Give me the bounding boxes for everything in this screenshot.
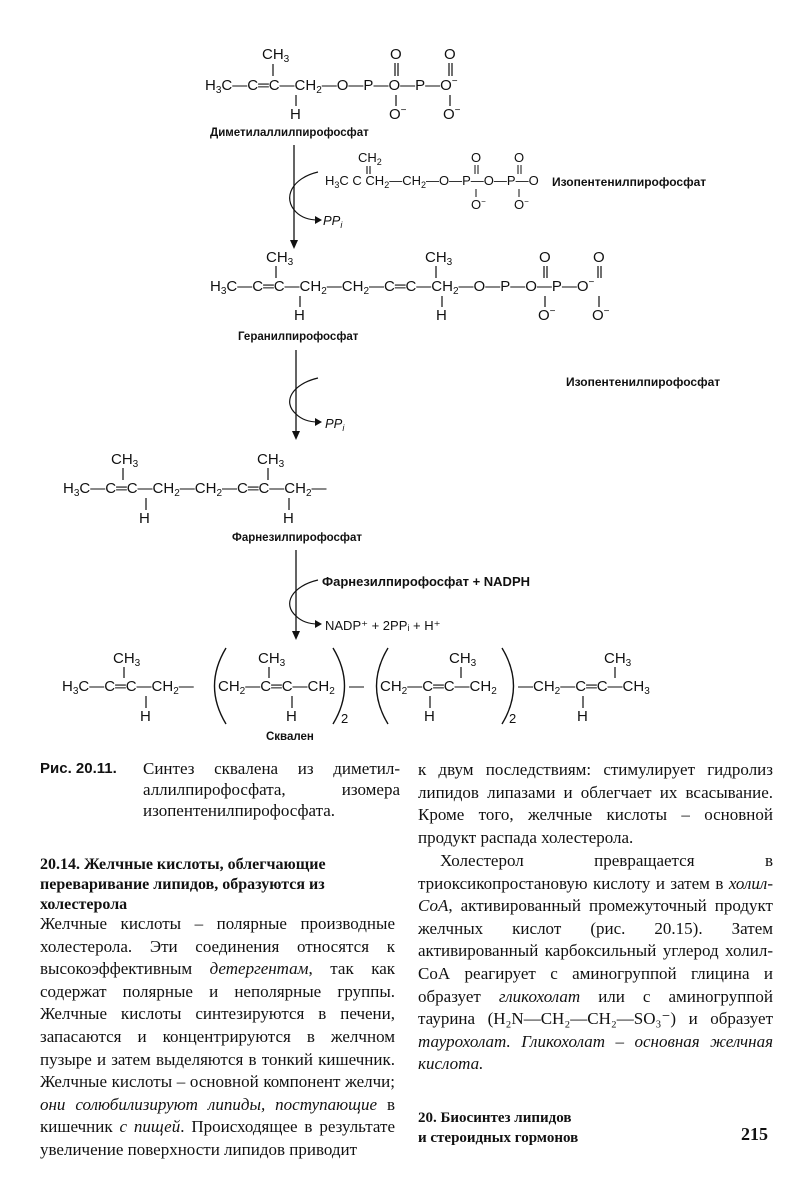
step1-reactant-name: Изопентенилпирофосфат	[552, 175, 707, 189]
geranyl-pyrophosphate-structure	[210, 249, 610, 343]
svg-text:CH2—C═C—CH2: $CH_2—C═C—CH_2$	[380, 678, 497, 697]
svg-text:CH3: $CH_3$	[258, 650, 286, 669]
svg-text:O: O	[390, 46, 402, 63]
section-heading: 20.14. Желчные кислоты, облегчающие переваривание липидов, образуются из холестерола	[40, 856, 326, 913]
svg-text:O: O	[471, 150, 482, 165]
step3-products: NADP⁺ + 2PPᵢ + H⁺	[325, 618, 441, 633]
svg-text:—CH2—C═C—CH3: $—CH_2—C═C—CH_3$	[518, 678, 650, 697]
svg-text:H: H	[290, 106, 301, 123]
svg-text:H: H	[283, 510, 294, 527]
svg-text:H: H	[286, 708, 297, 725]
svg-text:H: H	[294, 307, 305, 324]
squalene-multiplier-1: 2	[341, 711, 349, 726]
squalene-structure	[62, 648, 650, 743]
right-column-paragraph-2: Холестерол превращается в триоксикопростановую кислоту и затем в холил-СоА, активированный промежуточный продукт желчных кислот (рис. 20.15). Затем активированный карбоксильный углерод холил-СоА реагирует с аминогруппой глицина и образует гликохолат или с аминогруппой таурина (H₂N—CH₂—CH₂—SO₃⁻) и образует таурохолат. Гликохолат – основная желчная кислота.	[418, 851, 773, 1074]
svg-text:O−: O−	[514, 197, 529, 212]
svg-text:O: O	[593, 249, 605, 266]
step2-product: $PP_i$	[325, 416, 345, 433]
farnesyl-pyrophosphate-structure	[63, 451, 362, 544]
svg-text:O−: O−	[592, 306, 610, 324]
svg-text:H3C—C═C—CH2—: $H_3C—C═C—CH_2—$	[62, 678, 194, 697]
svg-text:CH3: $CH_3$	[257, 451, 285, 470]
svg-text:H3C—C═C—CH2—CH2—C═C—CH2—: $H_3C—C═C—CH_2—CH_2—C═C—CH_2—$	[63, 480, 327, 499]
svg-text:O−: O−	[471, 197, 486, 212]
svg-text:H: H	[436, 307, 447, 324]
svg-text:O: O	[514, 150, 525, 165]
svg-text:O−: O−	[389, 105, 407, 123]
svg-text:O−: O−	[443, 105, 461, 123]
svg-text:CH2—C═C—CH2: $CH_2—C═C—CH_2$	[218, 678, 335, 697]
figure-caption-text: Синтез сквалена из диметилаллилпирофосфата, изомера изопентенилпирофосфата.	[143, 759, 400, 820]
step1-product: $PP_i$	[323, 213, 343, 230]
compound2-name: Геранилпирофосфат	[238, 331, 359, 343]
svg-text:CH3: $CH_3$	[111, 451, 139, 470]
svg-text:H: H	[577, 708, 588, 725]
svg-text:H: H	[140, 708, 151, 725]
svg-text:CH3: $CH_3$	[266, 249, 294, 268]
svg-text:H: H	[424, 708, 435, 725]
svg-text:H3C—C═C—CH2—CH2—C═C—CH2—O—P—O—: $H_3C—C═C—CH_2—CH_2—C═C—CH_2—O—P—O—P—O^-$	[210, 277, 595, 297]
svg-text:H: H	[139, 510, 150, 527]
dimethylallyl-pyrophosphate-structure	[205, 46, 461, 139]
step2-reaction	[290, 350, 721, 440]
svg-text:O: O	[444, 46, 456, 63]
compound1-name: Диметилаллилпирофосфат	[210, 127, 369, 139]
squalene-multiplier-2: 2	[509, 711, 517, 726]
svg-text:CH3: $CH_3$	[449, 650, 477, 669]
running-footer-chapter: 20. Биосинтез липидов и стероидных гормонов	[418, 1110, 579, 1146]
figure-caption	[40, 758, 400, 821]
step2-side-label: Изопентенилпирофосфат	[566, 375, 721, 389]
page-number: 215	[741, 1124, 768, 1144]
svg-text:H3C—C═C—CH2—O—P—O—P—O−: $H_3C—C═C—CH_2—O—P—O—P—O^-$	[205, 76, 458, 96]
right-column-paragraph-1: к двум последствиям: стимулирует гидролиз липидов липазами и облегчает их всасывание. Кроме того, желчные кислоты – основной продукт распада холестерола.	[418, 760, 773, 847]
squalene-dash: —	[349, 678, 364, 695]
svg-text:O: O	[539, 249, 551, 266]
compound3-name: Фарнезилпирофосфат	[232, 532, 363, 544]
compound4-name: Сквален	[266, 731, 314, 743]
svg-text:CH3: $CH_3$	[113, 650, 141, 669]
figure-number: Рис. 20.11.	[40, 760, 117, 777]
svg-text:CH3: $CH_3$	[604, 650, 632, 669]
step3-reactants: Фарнезилпирофосфат + NADPH	[322, 574, 530, 589]
step3-reaction	[290, 550, 530, 640]
step1-reaction	[290, 145, 707, 249]
svg-text:CH3: $CH_3$	[262, 46, 290, 65]
svg-text:H3C C CH2—CH2—O—P—O—P—O: $H_3C$ C $CH_2—CH_2—O—P—O—P—O$	[325, 173, 539, 190]
svg-text:CH3: $CH_3$	[425, 249, 453, 268]
left-column-paragraph: Желчные кислоты – полярные производные холестерола. Эти соединения относятся к высокоэффективным детергентам, так как содержат полярные и неполярные группы. Желчные кислоты синтезируются в печени, запасаются и концентрируются в желчном пузыре и затем выделяются в тонкий кишечник. Желчные кислоты – основной компонент желчи; они солюбилизируют липиды, поступающие в кишечник с пищей. Происходящее в результате увеличение поверхности липидов приводит	[40, 914, 396, 1159]
svg-text:CH2: $CH_2$	[358, 150, 382, 167]
svg-text:O−: O−	[538, 306, 556, 324]
